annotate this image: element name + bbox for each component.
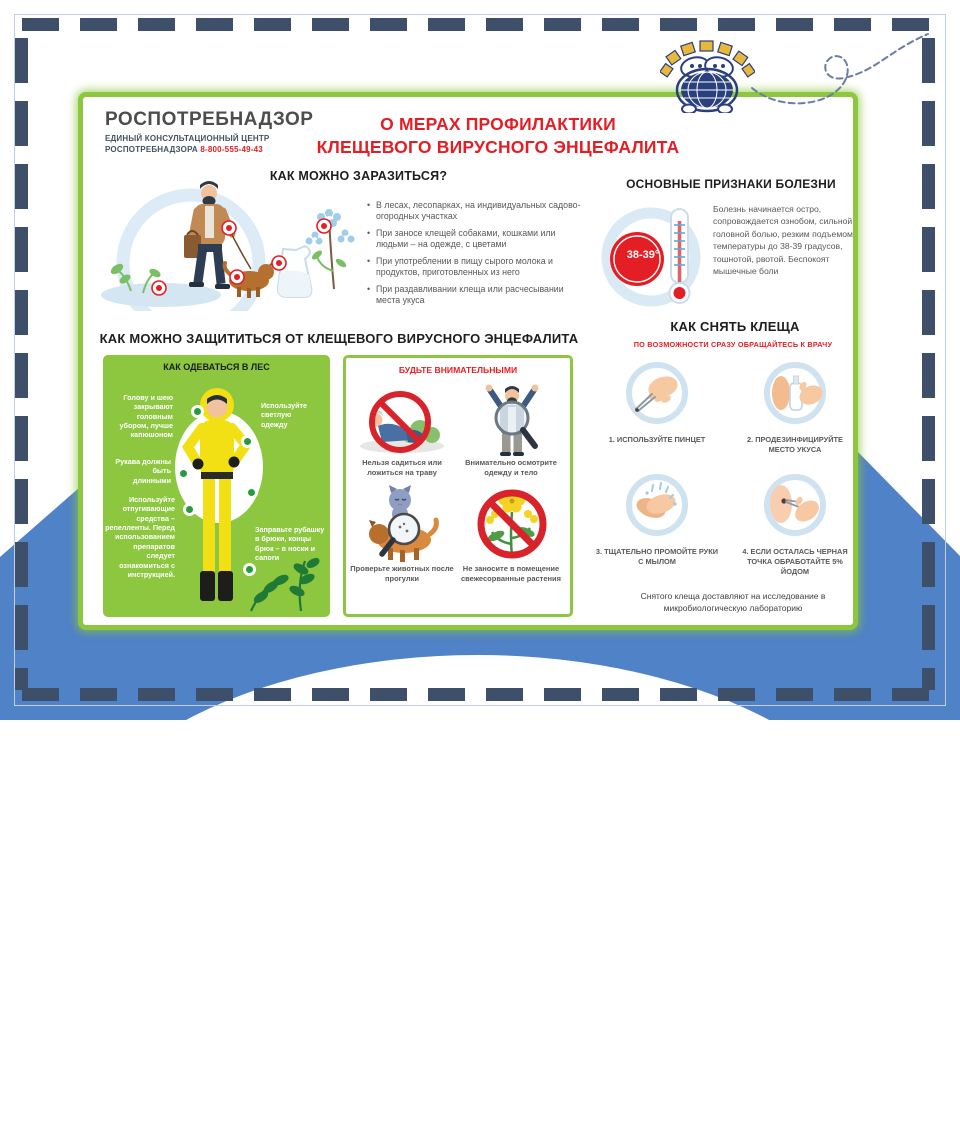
marker-dot — [191, 405, 204, 418]
removal-footer: Снятого клеща доставляют на исследование в микробиологическую лабораторию — [640, 591, 826, 613]
infection-bullet: • При заносе клещей собаками, кошками или людьми – на одежде, с цветами — [366, 228, 588, 251]
marker-dot — [245, 486, 258, 499]
wash-hands-icon — [623, 471, 691, 539]
infection-bullet: • В лесах, лесопарках, на индивидуальных садово-огородных участках — [366, 200, 588, 223]
check-pets-illustration — [352, 484, 452, 569]
infection-bullets — [366, 200, 588, 311]
marker-dot — [241, 435, 254, 448]
infection-heading: КАК МОЖНО ЗАРАЗИТЬСЯ? — [269, 169, 448, 183]
removal-step-label: 3. ТЩАТЕЛЬНО ПРОМОЙТЕ РУКИ С МЫЛОМ — [595, 547, 719, 566]
attention-title: БУДЬТЕ ВНИМАТЕЛЬНЫМИ — [398, 365, 518, 375]
dashed-border-left — [15, 38, 28, 690]
brand-center-label: ЕДИНЫЙ КОНСУЛЬТАЦИОННЫЙ ЦЕНТР РОСПОТРЕБНАДЗОРА — [105, 134, 270, 154]
page-title-line1: О МЕРАХ ПРОФИЛАКТИКИ — [380, 114, 616, 134]
iodine-icon — [761, 471, 829, 539]
marker-dot — [183, 503, 196, 516]
dress-tip-sleeves: Рукава должны быть длинными — [115, 457, 171, 485]
dress-tip-repellent: Используйте отпугивающие средства – репелленты. Перед использованием препаратов следует ознакомиться с инструкцией. — [105, 495, 175, 579]
symptoms-heading: ОСНОВНЫЕ ПРИЗНАКИ БОЛЕЗНИ — [626, 177, 836, 191]
dress-tip-tuck: Заправьте рубашку в брюки, концы брюк – в носки и сапоги — [255, 525, 325, 563]
page-title — [233, 113, 763, 159]
attention-box — [343, 355, 573, 617]
brand-name: РОСПОТРЕБНАДЗОР — [105, 109, 314, 130]
removal-step-4 — [733, 471, 857, 577]
attention-caption: Проверьте животных после прогулки — [350, 564, 454, 583]
removal-subheading: ПО ВОЗМОЖНОСТИ СРАЗУ ОБРАЩАЙТЕСЬ К ВРАЧУ — [633, 340, 833, 349]
dress-title: КАК ОДЕВАТЬСЯ В ЛЕС — [163, 362, 270, 372]
heart-squiggle-icon — [748, 26, 933, 116]
attention-caption: Не заносите в помещение свежесорванные растения — [460, 564, 562, 583]
removal-step-1 — [595, 359, 719, 445]
removal-step-label: 4. ЕСЛИ ОСТАЛАСЬ ЧЕРНАЯ ТОЧКА ОБРАБОТАЙТЕ 5% ЙОДОМ — [742, 547, 848, 576]
tweezers-icon — [623, 359, 691, 427]
no-sitting-on-grass-illustration — [352, 380, 452, 463]
dress-tip-clothes: Используйте светлую одежду — [261, 401, 308, 429]
marker-dot — [177, 467, 190, 480]
man-walking-dog-illustration — [91, 171, 356, 316]
infection-bullet: • При раздавливании клеща или расчесывании места укуса — [366, 284, 588, 307]
dashed-border-right — [922, 38, 935, 690]
infection-bullet: • При употреблении в пищу сырого молока и продуктов, приготовленных из него — [366, 256, 588, 279]
dashed-border-bottom — [22, 688, 938, 701]
page-title-line2: КЛЕЩЕВОГО ВИРУСНОГО ЭНЦЕФАЛИТА — [316, 136, 680, 157]
attention-caption: Нельзя садиться или ложиться на траву — [362, 458, 442, 477]
disinfect-icon — [761, 359, 829, 427]
removal-step-label: 2. ПРОДЕЗИНФИЦИРУЙТЕ МЕСТО УКУСА — [746, 435, 843, 454]
no-plants-indoors-illustration — [462, 484, 562, 569]
plant-icon — [231, 549, 325, 618]
removal-heading: КАК СНЯТЬ КЛЕЩА — [670, 319, 800, 334]
poster — [78, 92, 858, 630]
symptoms-description: Болезнь начинается остро, сопровождается ознобом, сильной головной болью, резким подъемом температуры до 38-39 градусов, тошнотой, рвотой. Беспокоят мышечные боли — [713, 204, 853, 277]
dress-tip-head: Голову и шею закрывают головным убором, лучше капюшоном — [119, 393, 173, 440]
protection-heading: КАК МОЖНО ЗАЩИТИТЬСЯ ОТ КЛЕЩЕВОГО ВИРУСНОГО ЭНЦЕФАЛИТА — [99, 331, 579, 346]
inspect-clothes-illustration — [462, 380, 562, 463]
school-emblem-icon — [660, 33, 755, 118]
temperature-badge: 38-39° — [626, 249, 660, 261]
removal-step-label: 1. ИСПОЛЬЗУЙТЕ ПИНЦЕТ — [608, 435, 706, 444]
removal-step-2 — [733, 359, 857, 455]
attention-caption: Внимательно осмотрите одежду и тело — [465, 458, 557, 477]
removal-step-3 — [595, 471, 719, 567]
white-dome-shape — [55, 655, 900, 1125]
brand-phone: 8-800-555-49-43 — [200, 144, 263, 154]
dress-box — [103, 355, 330, 617]
